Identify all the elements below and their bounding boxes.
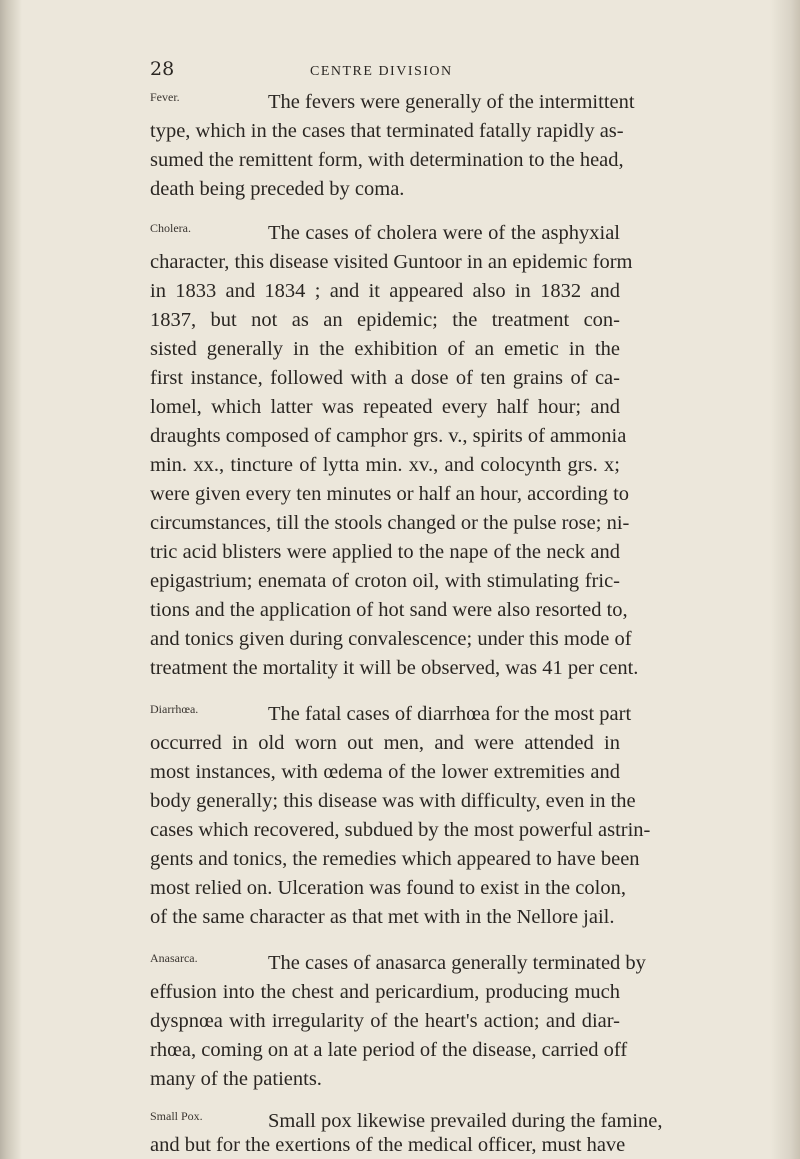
text-line: rhœa, coming on at a late period of the disease, carried off bbox=[150, 1039, 628, 1061]
sidenote-anasarca: Anasarca. bbox=[150, 951, 198, 965]
page-edge bbox=[770, 0, 800, 1159]
text-line: occurred in old worn out men, and were attended in bbox=[150, 732, 620, 754]
sidenote-fever: Fever. bbox=[150, 90, 180, 104]
text-line: most relied on. Ulceration was found to exist in the colon, bbox=[150, 877, 626, 899]
text-line: Small pox likewise prevailed during the famine, bbox=[268, 1110, 663, 1132]
text-line: of the same character as that met with in the Nellore jail. bbox=[150, 906, 615, 928]
text-line: The fatal cases of diarrhœa for the most part bbox=[268, 703, 632, 725]
running-head: CENTRE DIVISION bbox=[310, 64, 453, 79]
sidenote-cholera: Cholera. bbox=[150, 221, 191, 235]
text-line: first instance, followed with a dose of ten grains of ca- bbox=[150, 367, 620, 389]
binding-edge bbox=[0, 0, 22, 1159]
text-line: character, this disease visited Guntoor in an epidemic form bbox=[150, 251, 633, 273]
text-line: were given every ten minutes or half an hour, according to bbox=[150, 483, 630, 505]
text-line: and tonics given during convalescence; under this mode of bbox=[150, 628, 632, 650]
text-line: body generally; this disease was with difficulty, even in the bbox=[150, 790, 636, 812]
text-line: lomel, which latter was repeated every half hour; and bbox=[150, 396, 620, 418]
text-line: cases which recovered, subdued by the most powerful astrin- bbox=[150, 819, 651, 841]
sidenote-small-pox: Small Pox. bbox=[150, 1109, 203, 1123]
text-line: type, which in the cases that terminated fatally rapidly as- bbox=[150, 120, 624, 142]
text-line: treatment the mortality it will be observed, was 41 per cent. bbox=[150, 657, 639, 679]
text-line: in 1833 and 1834 ; and it appeared also in 1832 and bbox=[150, 280, 620, 302]
text-line: sisted generally in the exhibition of an emetic in the bbox=[150, 338, 620, 360]
text-line: death being preceded by coma. bbox=[150, 178, 405, 200]
text-line: gents and tonics, the remedies which appeared to have been bbox=[150, 848, 640, 870]
text-line: The cases of anasarca generally terminated by bbox=[268, 952, 646, 974]
text-line: The cases of cholera were of the asphyxial bbox=[268, 222, 620, 244]
text-line: 1837, but not as an epidemic; the treatment con- bbox=[150, 309, 620, 331]
text-line: dyspnœa with irregularity of the heart's action; and diar- bbox=[150, 1010, 620, 1032]
text-line: most instances, with œdema of the lower extremities and bbox=[150, 761, 620, 783]
text-line: epigastrium; enemata of croton oil, with stimulating fric- bbox=[150, 570, 620, 592]
text-line: effusion into the chest and pericardium, producing much bbox=[150, 981, 620, 1003]
page-number: 28 bbox=[150, 58, 175, 80]
sidenote-diarrhoea: Diarrhœa. bbox=[150, 702, 199, 716]
text-line: sumed the remittent form, with determination to the head, bbox=[150, 149, 624, 171]
text-line: draughts composed of camphor grs. v., spirits of ammonia bbox=[150, 425, 627, 447]
text-line: many of the patients. bbox=[150, 1068, 322, 1090]
text-line: tions and the application of hot sand were also resorted to, bbox=[150, 599, 628, 621]
text-line: and but for the exertions of the medical officer, must have bbox=[150, 1134, 626, 1156]
text-line: tric acid blisters were applied to the nape of the neck and bbox=[150, 541, 620, 563]
text-line: The fevers were generally of the intermittent bbox=[268, 91, 635, 113]
text-line: circumstances, till the stools changed or the pulse rose; ni- bbox=[150, 512, 630, 534]
text-line: min. xx., tincture of lytta min. xv., and colocynth grs. x; bbox=[150, 454, 620, 476]
